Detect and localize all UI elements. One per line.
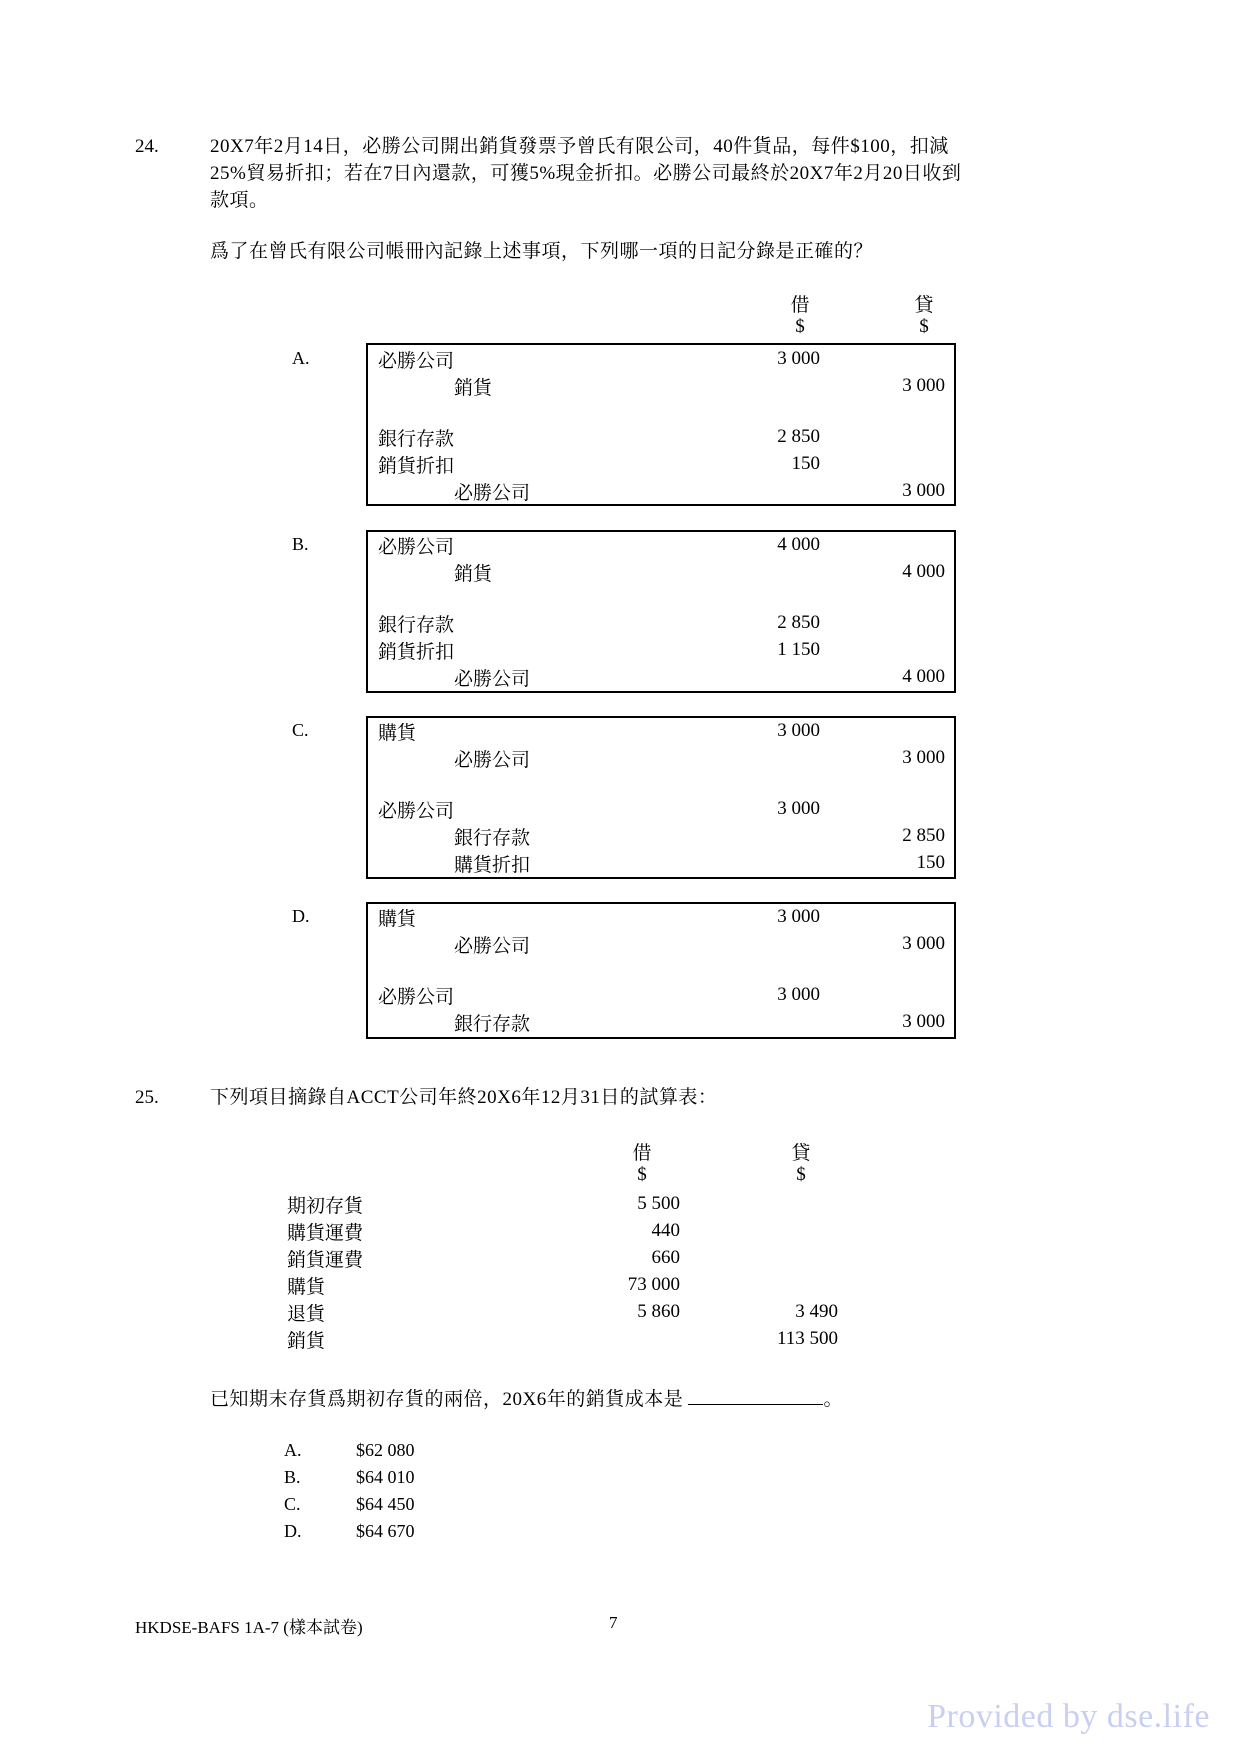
debit-amount: 3 000 [777, 720, 820, 741]
choice-value: $64 670 [356, 1521, 415, 1541]
debit-amount: 3 000 [777, 798, 820, 819]
debit-amount: 3 000 [777, 906, 820, 927]
choice-value: $62 080 [356, 1440, 415, 1460]
credit-unit: $ [919, 316, 929, 337]
credit-amount: 4 000 [902, 561, 945, 582]
debit-amount: 150 [791, 453, 820, 474]
debit-header: 借 [790, 295, 810, 316]
account: 必勝公司 [378, 351, 455, 372]
account: 銀行存款 [454, 828, 531, 849]
account: 購貨折扣 [454, 855, 531, 876]
debit-unit: $ [637, 1164, 647, 1185]
account: 必勝公司 [378, 987, 455, 1008]
page-number: 7 [609, 1613, 618, 1632]
choice-letter: D. [284, 1521, 302, 1541]
option-letter: C. [292, 720, 309, 740]
credit-amount: 3 000 [902, 480, 945, 501]
question-stem: 下列項目摘錄自ACCT公司年終20X6年12月31日的試算表： [210, 1087, 718, 1108]
debit-header: 借 [632, 1143, 652, 1164]
question-prompt [210, 1386, 1170, 1413]
tb-label: 購貨運費 [287, 1223, 364, 1244]
account: 必勝公司 [378, 537, 455, 558]
stem-line: 款項。 [210, 190, 269, 211]
question-stem [210, 133, 1130, 214]
tb-debit: 73 000 [627, 1274, 680, 1295]
debit-amount: 2 850 [777, 426, 820, 447]
credit-amount: 150 [916, 852, 945, 873]
debit-amount: 3 000 [777, 348, 820, 369]
tb-label: 銷貨運費 [287, 1250, 364, 1271]
account: 銷貨 [454, 564, 493, 585]
footer-code: HKDSE-BAFS 1A-7 (樣本試卷) [135, 1618, 363, 1637]
choice-letter: B. [284, 1467, 301, 1487]
choice-letter: A. [284, 1440, 302, 1460]
credit-amount: 2 850 [902, 825, 945, 846]
account: 購貨 [378, 723, 417, 744]
account: 銀行存款 [378, 615, 455, 636]
choice-value: $64 010 [356, 1467, 415, 1487]
account: 銷貨折扣 [378, 642, 455, 663]
debit-amount: 3 000 [777, 984, 820, 1005]
credit-unit: $ [796, 1164, 806, 1185]
question-prompt: 爲了在曾氏有限公司帳冊內記錄上述事項，下列哪一項的日記分錄是正確的？ [210, 241, 874, 262]
account: 必勝公司 [454, 936, 531, 957]
tb-label: 銷貨 [287, 1331, 326, 1352]
debit-unit: $ [795, 316, 805, 337]
account: 購貨 [378, 909, 417, 930]
credit-amount: 3 000 [902, 933, 945, 954]
debit-amount: 1 150 [777, 639, 820, 660]
question-number: 24. [135, 136, 159, 157]
tb-debit: 660 [651, 1247, 680, 1268]
choice-letter: C. [284, 1494, 301, 1514]
choice-value: $64 450 [356, 1494, 415, 1514]
account: 銀行存款 [454, 1014, 531, 1035]
debit-amount: 2 850 [777, 612, 820, 633]
account: 必勝公司 [454, 750, 531, 771]
credit-header: 貸 [791, 1143, 811, 1164]
credit-header: 貸 [914, 295, 934, 316]
stem-line: 25%貿易折扣；若在7日內還款，可獲5%現金折扣。必勝公司最終於20X7年2月20日收到 [210, 163, 962, 184]
stem-line: 20X7年2月14日，必勝公司開出銷貨發票予曾氏有限公司，40件貨品，每件$100，扣減 [210, 136, 949, 157]
credit-amount: 3 000 [902, 1011, 945, 1032]
answer-blank [688, 1386, 823, 1405]
account: 銀行存款 [378, 429, 455, 450]
account: 必勝公司 [454, 483, 531, 504]
option-letter: A. [292, 348, 310, 368]
tb-label: 退貨 [287, 1304, 326, 1325]
account: 必勝公司 [454, 669, 531, 690]
option-letter: D. [292, 906, 310, 926]
tb-credit: 113 500 [776, 1328, 838, 1349]
option-letter: B. [292, 534, 309, 554]
tb-debit: 5 500 [637, 1193, 680, 1214]
tb-label: 期初存貨 [287, 1196, 364, 1217]
tb-label: 購貨 [287, 1277, 326, 1298]
account: 必勝公司 [378, 801, 455, 822]
tb-credit: 3 490 [795, 1301, 838, 1322]
credit-amount: 3 000 [902, 375, 945, 396]
question-number: 25. [135, 1087, 159, 1108]
prompt-text: 已知期末存貨爲期初存貨的兩倍，20X6年的銷貨成本是 [210, 1389, 684, 1410]
prompt-end: 。 [823, 1389, 843, 1410]
tb-debit: 5 860 [637, 1301, 680, 1322]
tb-debit: 440 [651, 1220, 680, 1241]
watermark: Provided by dse.life [927, 1698, 1210, 1735]
credit-amount: 4 000 [902, 666, 945, 687]
debit-amount: 4 000 [777, 534, 820, 555]
credit-amount: 3 000 [902, 747, 945, 768]
account: 銷貨 [454, 378, 493, 399]
account: 銷貨折扣 [378, 456, 455, 477]
